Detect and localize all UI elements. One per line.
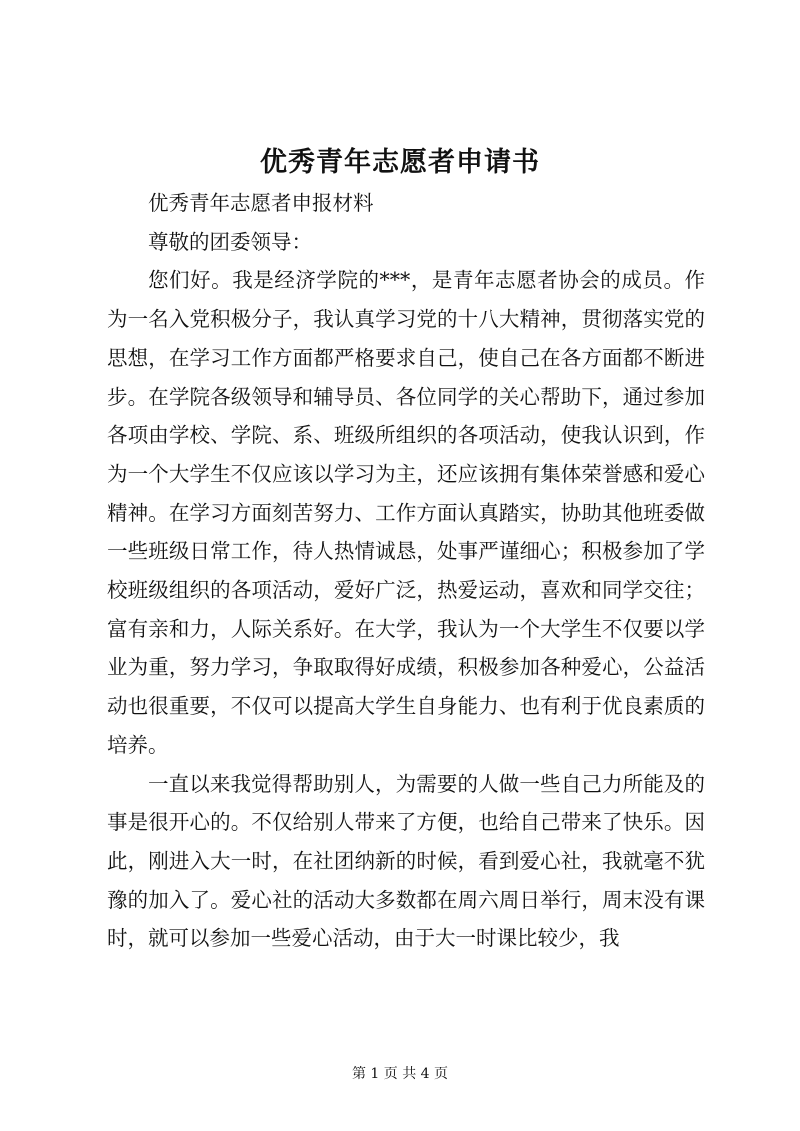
page-number: 第 1 页 共 4 页 <box>351 1066 449 1082</box>
document-title: 优秀青年志愿者申请书 <box>260 147 540 178</box>
page-footer <box>0 1063 800 1083</box>
body-paragraph: 一直以来我觉得帮助别人，为需要的人做一些自己力所能及的事是很开心的。不仅给别人带来了方便，也给自己带来了快乐。因此，刚进入大一时，在社团纳新的时候，看到爱心社，我就毫不犹豫的加入了。爱心社的活动大多数都在周六周日举行，周末没有课时，就可以参加一些爱心活动，由于大一时课比较少，我 <box>107 771 705 951</box>
body-paragraph: 您们好。我是经济学院的***，是青年志愿者协会的成员。作为一名入党积极分子，我认真学习党的十八大精神，贯彻落实党的思想，在学习工作方面都严格要求自己，使自己在各方面都不断进步。在学院各级领导和辅导员、各位同学的关心帮助下，通过参加各项由学校、学院、系、班级所组织的各项活动，使我认识到，作为一个大学生不仅应该以学习为主，还应该拥有集体荣誉感和爱心精神。在学习方面刻苦努力、工作方面认真踏实，协助其他班委做一些班级日常工作，待人热情诚恳，处事严谨细心；积极参加了学校班级组织的各项活动，爱好广泛，热爱运动，喜欢和同学交往；富有亲和力，人际关系好。在大学，我认为一个大学生不仅要以学业为重，努力学习，争取取得好成绩，积极参加各种爱心，公益活动也很重要，不仅可以提高大学生自身能力、也有利于优良素质的培养。 <box>107 268 705 757</box>
document-body <box>107 184 705 958</box>
subtitle-paragraph: 优秀青年志愿者申报材料 <box>148 191 374 215</box>
salutation-paragraph: 尊敬的团委领导： <box>148 229 312 254</box>
